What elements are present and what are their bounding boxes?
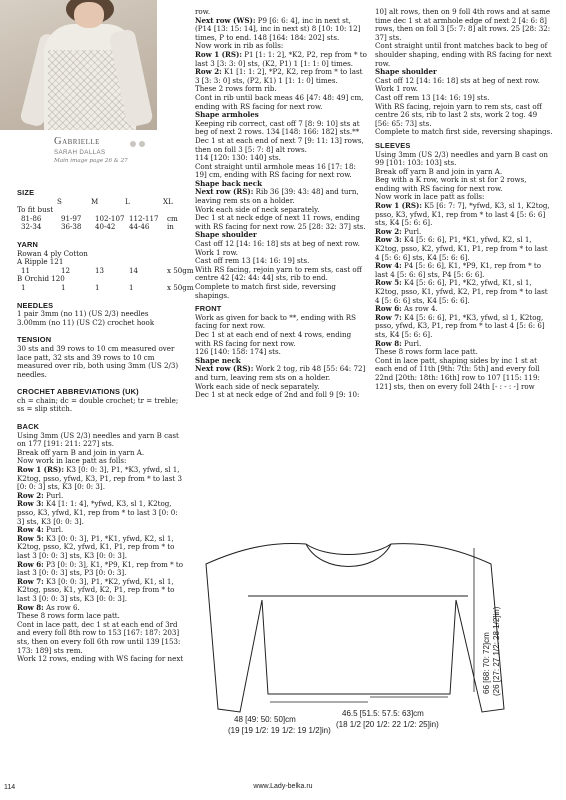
neckline [306,544,391,567]
instruction-line [195,188,367,205]
instruction-bold: Next row (RS): [195,364,254,374]
size-heading: SIZE [17,188,35,197]
instruction-line [195,331,367,348]
instruction-bold: Row 6: [17,559,44,569]
instruction-line [195,68,367,85]
main-image-ref: Main image page 26 & 27 [54,158,128,164]
instruction-line [375,202,553,228]
decorative-dots [130,132,148,151]
instruction-bold: Row 1 (RS): [17,465,64,475]
instruction-text: Break off yarn B and join in yarn A. [17,447,145,457]
instruction-line [195,17,367,43]
instruction-line [17,655,185,664]
size-cell: 112-117 [129,213,159,223]
instruction-bold: Row 1 (RS): [195,49,242,59]
size-row-in [17,223,185,232]
yarn-b-label: B Orchid 120 [17,274,65,284]
instruction-line [375,176,553,193]
instruction-text: Cast off 12 [14: 16: 18] sts at beg of next row. [195,239,360,249]
page-number: 114 [4,784,16,791]
instruction-text: Dec 1 st at each end of next 4 rows, ending with RS facing for next row. [195,329,352,348]
instruction-line [195,214,367,231]
yarn-cell: 12 [61,265,71,275]
needles-heading: NEEDLES [17,300,54,310]
instruction-line [195,120,367,137]
crochet-text: ch = chain; dc = double crochet; tr = treble; ss = slip stitch. [17,395,179,414]
instruction-line [17,535,185,561]
length-label: 66 [68: 70: 72]cm [482,632,491,694]
instruction-line [375,314,553,340]
instruction-text: Now work in rib as folls: [195,41,284,51]
instruction-text: Dec 1 st at each end of next 7 [9: 11: 13] rows, then on foll 3 [5: 7: 8] alt rows. [195,135,364,154]
instruction-bold: Row 8: [375,338,402,348]
width-body-label: 48 [49: 50: 50]cm [234,715,296,724]
instruction-bold: Row 4: [375,261,402,271]
back-instructions [17,432,185,664]
instruction-line [375,151,553,168]
instruction-bold: Shape back neck [195,178,262,188]
instruction-text: Dec 1 st at neck edge of 2nd and foll 9 [9: 10: [195,390,360,400]
instruction-bold: Shape armholes [195,110,259,120]
instruction-text: Dec 1 st at neck edge of next 11 rows, ending with RS facing for next row. 25 [28: 32: 37] sts. [195,213,366,231]
size-col: S [57,196,62,206]
instruction-bold: Row 2: [17,490,44,500]
size-cell: 40-42 [95,222,116,232]
instruction-line [375,8,553,42]
instruction-text: As row 6. [43,602,80,612]
yarn-heading: YARN [17,239,39,249]
instruction-text: Now work in lace patt as folls: [375,192,485,202]
instruction-line [17,621,185,655]
yarn-cell: 1 [95,282,100,292]
instruction-bold: SLEEVES [375,140,411,150]
instruction-line [17,466,185,492]
instruction-line [195,163,367,180]
instruction-text: Purl. [43,490,64,500]
instruction-text: Keeping rib correct, cast off 7 [8: 9: 10] sts at beg of next 2 rows. 134 [148: 166: 182] sts.** [195,118,360,137]
instruction-text: Cont in lace patt, dec 1 st at each end of 3rd and every foll 8th row to 153 [167: 187: 203] sts, then on every foll 6th row until 139 [153: 173: 189] sts rem. [17,619,181,655]
instruction-text: Work 12 rows, ending with WS facing for next [17,654,184,664]
yarn-cell: 11 [21,265,31,275]
width-body-in-label: (19 [19 1/2: 19 1/2: 19 1/2]in) [228,726,331,735]
instruction-text: Now work in lace patt as folls: [17,456,127,466]
instruction-text: Cast off 12 [14: 16: 18] sts at beg of next row. [375,75,540,85]
instruction-bold: Row 7: [17,576,44,586]
instruction-line [195,94,367,111]
yarn-cell: 1 [129,282,134,292]
instruction-text: P1 [1: 1: 2], *K2, P2, rep from * to last 3 [3: 3: 0] sts, (K2, P1) 1 [1: 1: 0] times. [195,49,367,68]
instruction-text: Work 2 tog, rib 48 [55: 64: 72] and turn, leaving rem sts on a holder. [195,364,366,382]
column-left [17,184,194,664]
instruction-text: Work 1 row. [375,84,418,94]
yarn-cell: 14 [129,265,139,275]
instruction-bold: Row 2: [195,67,222,77]
yarn-cell: 1 [61,282,66,292]
size-cell: 81-86 [21,213,42,223]
instruction-bold: Shape neck [195,355,241,365]
instruction-text: 126 [140: 158: 174] sts. [195,347,281,357]
col2-instructions [195,8,367,400]
instruction-text: Rib 36 [39: 43: 48] and turn, leaving rem sts on a holder. [195,187,359,206]
instruction-text: Work 1 row. [195,247,238,257]
instruction-bold: Row 4: [17,525,44,535]
needles-line: 3.00mm (no 11) (US C2) crochet hook [17,317,155,327]
instruction-bold: Row 1 (RS): [375,201,422,211]
column-middle [195,8,367,400]
instruction-text: Cont in lace patt, shaping sides by inc 1 st at each end of 11th [9th: 7th: 5th] and every foll 22nd [20th: 18th: 16th] row to 107 [115: 119: 121] sts, then on every foll 24th [- : - : -] row [375,355,540,391]
garment-schematic [186,534,526,749]
instruction-bold: Row 2: [375,226,402,236]
instruction-text: K4 [5: 6: 6], P1, *K1, yfwd, K2, sl 1, K2tog, psso, K2, yfwd, K1, P1, rep from * to last 4 [5: 6: 6] sts, K4 [5: 6: 6]. [375,235,548,262]
size-col: M [91,196,99,206]
garment-photo [0,0,157,130]
yarn-cell: x 50gm [167,265,194,275]
tension-text: 30 sts and 39 rows to 10 cm measured over lace patt, 32 sts and 39 rows to 10 cm measured over rib, both using 3mm (US 2/3) needles. [17,343,179,379]
instruction-line [375,236,553,262]
instruction-text: These 8 rows form lace patt. [17,611,120,621]
instruction-line [375,262,553,279]
instruction-line [195,51,367,68]
instruction-bold: Next row (RS): [195,187,254,197]
instruction-line [17,578,185,604]
yarn-cell: x 50gm [167,282,194,292]
instruction-line [195,283,367,300]
instruction-line [195,365,367,382]
instruction-line [375,42,553,68]
footer-url: www.Lady-belka.ru [253,783,313,790]
instruction-text: Break off yarn B and join in yarn A. [375,166,503,176]
instruction-text: Complete to match first side, reversing shapings. [375,127,553,137]
size-col: XL [163,196,173,206]
to-fit-label: To fit bust [17,205,54,215]
instruction-text: K1 [1: 1: 2], *P2, K2, rep from * to last 3 [3: 3: 0] sts, (P2, K1) 1 [1: 1: 0] times. [195,67,363,85]
col3-instructions [375,8,553,391]
instruction-bold: Row 8: [17,602,44,612]
instruction-text: Purl. [43,525,64,535]
instruction-bold: FRONT [195,304,222,314]
instruction-text: As row 4. [401,304,438,314]
instruction-line [195,314,367,331]
instruction-text: Work as given for back to **, ending with RS facing for next row. [195,312,356,331]
instruction-text: Purl. [401,338,422,348]
instruction-bold: Shape shoulder [195,230,257,240]
instruction-line [17,561,185,578]
instruction-line [195,266,367,283]
schematic-outline [206,544,504,712]
instruction-text: Cont in rib until back meas 46 [47: 48: 49] cm, ending with RS facing for next row. [195,92,364,111]
instruction-bold: Row 5: [17,533,44,543]
instruction-bold: Row 3: [17,499,44,509]
instruction-text: K4 [5: 6: 6], P1, *K3, yfwd, sl 1, K2tog, psso, yfwd, K3, P1, rep from * to last 4 [5: 6: 6] sts, K4 [5: 6: 6]. [375,312,545,339]
instruction-text: Beg with a K row, work in st st for 2 rows, ending with RS facing for next row. [375,175,527,193]
size-cell: 102-107 [95,213,125,223]
instruction-text: K4 [1: 1: 4], *yfwd, K3, sl 1, K2tog, psso, K3, yfwd, K1, rep from * to last 3 [0: 0: 3] sts, K3 [0: 0: 3]. [17,499,178,526]
yarn-b-row [17,282,194,293]
instruction-text: Cont straight until armhole meas 16 [17: 18: 19] cm, ending with RS facing for next row. [195,161,356,180]
instruction-line [375,357,553,391]
instruction-bold: Row 5: [375,278,402,288]
instruction-text: K3 [0: 0: 3], P1, *K3, yfwd, sl 1, K2tog, psso, yfwd, K3, P1, rep from * to last 3 [0: 0: 3] sts, K3 [0: 0: 3]. [17,465,183,492]
instruction-text: Cast off rem 13 [14: 16: 19] sts. [195,256,310,266]
size-cell: 44-46 [129,222,150,232]
width-front-label: 46.5 [51.5: 57.5: 63]cm [342,709,424,718]
instruction-text: Purl. [401,226,422,236]
size-cell: in [167,222,174,232]
instruction-line [375,103,553,129]
instruction-line [17,500,185,526]
instruction-text: P3 [0: 0: 3], K1, *P9, K1, rep from * to last 3 [0: 0: 3] sts, P3 [0: 0: 3]. [17,559,184,578]
instruction-text: 114 [120: 130: 140] sts. [195,153,281,163]
crochet-heading: CROCHET ABBREVIATIONS (UK) [17,387,139,397]
yarn-cell: 1 [21,282,26,292]
instruction-text: K5 [6: 7: 7], *yfwd, K3, sl 1, K2tog, psso, K3, yfwd, K1, rep from * to last 4 [5: 6: 6] sts, K4 [5: 6: 6]. [375,201,550,228]
size-cell: 36-38 [61,222,82,232]
instruction-line [17,432,185,449]
instruction-text: Cast off rem 13 [14: 16: 19] sts. [375,92,490,102]
instruction-text: Using 3mm (US 2/3) needles and yarn B cast on 177 [191: 211: 227] sts. [17,430,179,449]
instruction-text: Using 3mm (US 2/3) needles and yarn B cast on 99 [101: 103: 103] sts. [375,149,548,168]
instruction-text: Cont straight until front matches back to beg of shoulder shaping, ending with RS facing for next row. [375,41,552,68]
size-cell: 32-34 [21,222,42,232]
yarn-brand: Rowan 4 ply Cotton [17,248,88,258]
instruction-text: With RS facing, rejoin yarn to rem sts, cast off centre 26 sts, rib to last 2 sts, work 2 tog. 49 [56: 65: 73] sts. [375,101,542,128]
instruction-text: These 8 rows form lace patt. [375,347,478,357]
instruction-line [375,128,553,137]
instruction-line [195,391,367,400]
width-front-in-label: (18 1/2 [20 1/2: 22 1/2: 25]in) [336,720,439,729]
length-in-label: (26 [27: 27 1/2: 28 1/2]in) [492,606,501,696]
instruction-text: These 2 rows form rib. [195,84,277,94]
instruction-bold: Shape shoulder [375,67,437,77]
needles-line: 1 pair 3mm (no 11) (US 2/3) needles [17,309,149,319]
instruction-text: Work each side of neck separately. [195,204,320,214]
instruction-text: Work each side of neck separately. [195,381,320,391]
instruction-text: With RS facing, rejoin yarn to rem sts, cast off centre 42 [42: 44: 44] sts, rib to end. [195,264,362,283]
instruction-line [195,137,367,154]
instruction-bold: Row 6: [375,304,402,314]
instruction-bold: Row 7: [375,312,402,322]
designer-name: SARAH DALLAS [54,149,106,156]
column-right [375,8,553,391]
size-col: L [125,196,130,206]
instruction-text: K4 [5: 6: 6], P1, *K2, yfwd, K1, sl 1, K2tog, psso, K1, yfwd, K2, P1, rep from * to last 4 [5: 6: 6] sts, K4 [5: 6: 6]. [375,278,548,305]
instruction-text: row. [195,7,211,16]
instruction-text: P9 [6: 6: 4], inc in next st, (P14 [13: 15: 14], inc in next st) 8 [10: 10: 12] times, P to end. 148 [164: 184: 202] sts. [195,15,361,42]
tension-heading: TENSION [17,335,52,345]
size-cell: cm [167,213,178,223]
size-cell: 91-97 [61,213,82,223]
instruction-text: K3 [0: 0: 3], P1, *K1, yfwd, K2, sl 1, K2tog, psso, K2, yfwd, K1, P1, rep from * to last 3 [0: 0: 3] sts, K3 [0: 0: 3]. [17,533,175,560]
yarn-cell: 13 [95,265,105,275]
instruction-text: Complete to match first side, reversing shapings. [195,282,336,300]
instruction-bold: Next row (WS): [195,15,256,25]
pattern-title: Gabrielle [54,136,100,147]
instruction-text: 10] alt rows, then on 9 foll 4th rows and at same time dec 1 st at armhole edge of next 2 [4: 6: 8] rows, then on foll 3 [5: 7: 8] alt rows. 25 [28: 32: 37] sts. [375,7,551,42]
instruction-bold: Row 3: [375,235,402,245]
instruction-text: K3 [0: 0: 3], P1, *K2, yfwd, K1, sl 1, K2tog, psso, K1, yfwd, K2, P1, rep from * to last 3 [0: 0: 3] sts, K3 [0: 0: 3]. [17,576,175,603]
instruction-line [375,279,553,305]
instruction-text: P4 [5: 6: 6], K1, *P9, K1, rep from * to last 4 [5: 6: 6] sts, P4 [5: 6: 6]. [375,261,542,279]
yarn-a-label: A Ripple 121 [17,257,64,267]
back-heading: BACK [17,422,40,432]
